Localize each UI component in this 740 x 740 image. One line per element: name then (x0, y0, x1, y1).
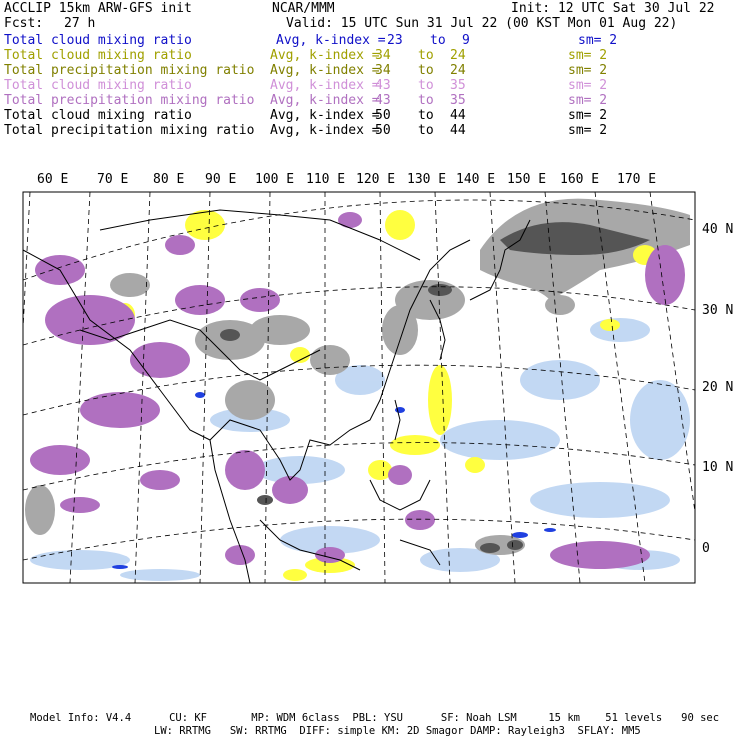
latitude-label: 0 (702, 541, 710, 556)
legend-sm: sm= 2 (568, 108, 608, 123)
longitude-label: 160 E (560, 172, 600, 187)
legend-sm: sm= 2 (568, 63, 608, 78)
longitude-label: 130 E (407, 172, 447, 187)
legend-avg: Avg, k-index = (276, 33, 386, 48)
legend-sm: sm= 2 (578, 33, 618, 48)
legend-k2: 44 (450, 108, 466, 123)
longitude-label: 70 E (97, 172, 129, 187)
legend-to: to (418, 108, 434, 123)
legend-k1: 34 (375, 48, 391, 63)
legend-k1: 34 (375, 63, 391, 78)
legend-name: Total cloud mixing ratio (4, 108, 192, 123)
legend-name: Total cloud mixing ratio (4, 33, 192, 48)
latitude-label: 30 N (702, 303, 734, 318)
legend-avg: Avg, k-index = (270, 63, 380, 78)
legend-to: to (418, 123, 434, 138)
legend-k1: 43 (375, 78, 391, 93)
longitude-label: 120 E (356, 172, 396, 187)
legend-avg: Avg, k-index = (270, 108, 380, 123)
header-init: Init: 12 UTC Sat 30 Jul 22 (511, 1, 715, 16)
legend-sm: sm= 2 (568, 123, 608, 138)
legend-k2: 44 (450, 123, 466, 138)
legend-k2: 24 (450, 48, 466, 63)
legend-k2: 35 (450, 93, 466, 108)
header-title: ACCLIP 15km ARW-GFS init (4, 1, 192, 16)
legend-k1: 50 (375, 108, 391, 123)
longitude-label: 60 E (37, 172, 69, 187)
footer-model-info: Model Info: V4.4 CU: KF MP: WDM 6class PBL: YSU SF: Noah LSM 15 km 51 levels 90 sec (30, 712, 720, 724)
latitude-label: 20 N (702, 380, 734, 395)
legend-k2: 9 (462, 33, 470, 48)
legend-to: to (430, 33, 446, 48)
longitude-label: 90 E (205, 172, 237, 187)
longitude-label: 110 E (306, 172, 346, 187)
legend-k1: 43 (375, 93, 391, 108)
legend-name: Total cloud mixing ratio (4, 48, 192, 63)
header-fcst-value: 27 h (64, 16, 96, 31)
legend-sm: sm= 2 (568, 78, 608, 93)
legend-sm: sm= 2 (568, 93, 608, 108)
longitude-label: 170 E (617, 172, 657, 187)
header-fcst-label: Fcst: (4, 16, 44, 31)
legend-k2: 35 (450, 78, 466, 93)
longitude-label: 100 E (255, 172, 295, 187)
longitude-label: 140 E (456, 172, 496, 187)
legend-k1: 50 (375, 123, 391, 138)
legend-avg: Avg, k-index = (270, 123, 380, 138)
legend-to: to (418, 78, 434, 93)
longitude-label: 150 E (507, 172, 547, 187)
footer-physics-info: LW: RRTMG SW: RRTMG DIFF: simple KM: 2D Smagor DAMP: Rayleigh3 SFLAY: MM5 (154, 725, 641, 737)
legend-k1: 23 (387, 33, 403, 48)
legend-avg: Avg, k-index = (270, 78, 380, 93)
legend-to: to (418, 48, 434, 63)
header-valid: Valid: 15 UTC Sun 31 Jul 22 (00 KST Mon 01 Aug 22) (286, 16, 678, 31)
legend-avg: Avg, k-index = (270, 48, 380, 63)
legend-to: to (418, 63, 434, 78)
legend-name: Total precipitation mixing ratio (4, 123, 255, 138)
latitude-label: 10 N (702, 460, 734, 475)
legend-name: Total precipitation mixing ratio (4, 63, 255, 78)
latitude-label: 40 N (702, 222, 734, 237)
legend-avg: Avg, k-index = (270, 93, 380, 108)
legend-to: to (418, 93, 434, 108)
longitude-label: 80 E (153, 172, 185, 187)
legend-k2: 24 (450, 63, 466, 78)
legend-name: Total precipitation mixing ratio (4, 93, 255, 108)
header-org: NCAR/MMM (272, 1, 335, 16)
legend-name: Total cloud mixing ratio (4, 78, 192, 93)
legend-sm: sm= 2 (568, 48, 608, 63)
